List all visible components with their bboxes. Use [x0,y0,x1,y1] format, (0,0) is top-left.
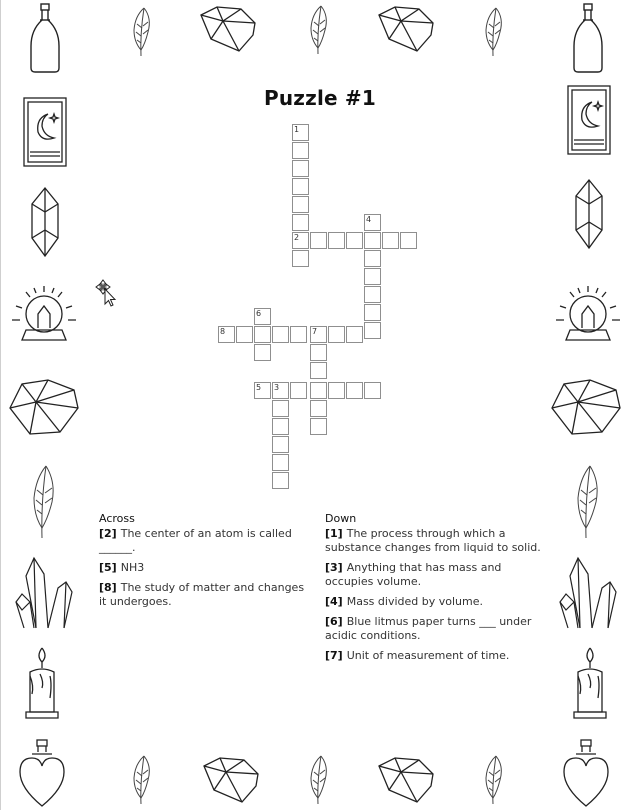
crossword-cell[interactable] [310,400,327,417]
crossword-cell[interactable] [310,418,327,435]
clue-number-6: 6 [256,309,262,318]
crossword-cell[interactable] [272,472,289,489]
crossword-cell[interactable] [292,196,309,213]
clue-down [325,615,543,643]
clue-number-1: 1 [294,125,300,134]
crossword-cell[interactable] [290,326,307,343]
crossword-cell[interactable] [328,382,345,399]
crossword-cell[interactable] [364,268,381,285]
clue-number-4: 4 [366,215,372,224]
crossword-cell[interactable] [254,344,271,361]
across-heading: Across [99,512,135,525]
clue-number-8: 8 [220,327,226,336]
crossword-cell[interactable] [254,326,271,343]
crossword-cell[interactable] [382,232,399,249]
crossword-cell[interactable] [310,362,327,379]
clue-text: Blue litmus paper turns ___ under acidic conditions. [325,615,532,642]
clue-number-label: [2] [99,527,117,540]
crossword-cell[interactable] [328,232,345,249]
clue-number-label: [8] [99,581,117,594]
crossword-cell[interactable] [346,232,363,249]
crossword-cell[interactable] [236,326,253,343]
clue-number-3: 3 [274,383,280,392]
clue-down [325,595,543,609]
crossword-cell[interactable] [364,322,381,339]
crossword-cell[interactable] [328,326,345,343]
crossword-cell[interactable] [346,382,363,399]
crossword-cell[interactable] [272,326,289,343]
crossword-cell[interactable] [310,232,327,249]
clue-text: Unit of measurement of time. [346,649,510,662]
clue-number-label: [5] [99,561,117,574]
crossword-cell[interactable] [290,382,307,399]
crossword-cell[interactable] [364,382,381,399]
down-clues [325,512,543,669]
crossword-cell[interactable] [310,344,327,361]
crossword-cell[interactable] [310,382,327,399]
clue-number-label: [7] [325,649,343,662]
clue-across [99,561,311,575]
crossword-cell[interactable] [292,178,309,195]
move-cursor-icon [95,279,119,311]
across-clues [99,512,311,615]
clue-text: The process through which a substance changes from liquid to solid. [325,527,541,554]
clue-number-7: 7 [312,327,318,336]
crossword-cell[interactable] [272,436,289,453]
clue-across [99,581,311,609]
crossword-cell[interactable] [292,142,309,159]
clue-down [325,649,543,663]
crossword-cell[interactable] [346,326,363,343]
clue-number-5: 5 [256,383,262,392]
clue-text: NH3 [120,561,145,574]
clue-down [325,527,543,555]
crossword-cell[interactable] [364,250,381,267]
crossword-cell[interactable] [272,400,289,417]
clue-number-label: [3] [325,561,343,574]
crossword-cell[interactable] [400,232,417,249]
puzzle-title: Puzzle #1 [263,86,377,110]
crossword-cell[interactable] [272,454,289,471]
clue-text: Anything that has mass and occupies volume. [325,561,502,588]
crossword-cell[interactable] [272,418,289,435]
clue-text: The center of an atom is called ______. [99,527,292,554]
crossword-cell[interactable] [364,286,381,303]
crossword-cell[interactable] [364,232,381,249]
crossword-cell[interactable] [292,214,309,231]
clue-number-2: 2 [294,233,300,242]
clue-number-label: [6] [325,615,343,628]
down-heading: Down [325,512,357,525]
crossword-cell[interactable] [292,250,309,267]
clue-number-label: [1] [325,527,343,540]
clue-down [325,561,543,589]
clue-number-label: [4] [325,595,343,608]
clue-text: Mass divided by volume. [346,595,483,608]
crossword-cell[interactable] [364,304,381,321]
clue-text: The study of matter and changes it undergoes. [99,581,305,608]
crossword-cell[interactable] [292,160,309,177]
clue-across [99,527,311,555]
